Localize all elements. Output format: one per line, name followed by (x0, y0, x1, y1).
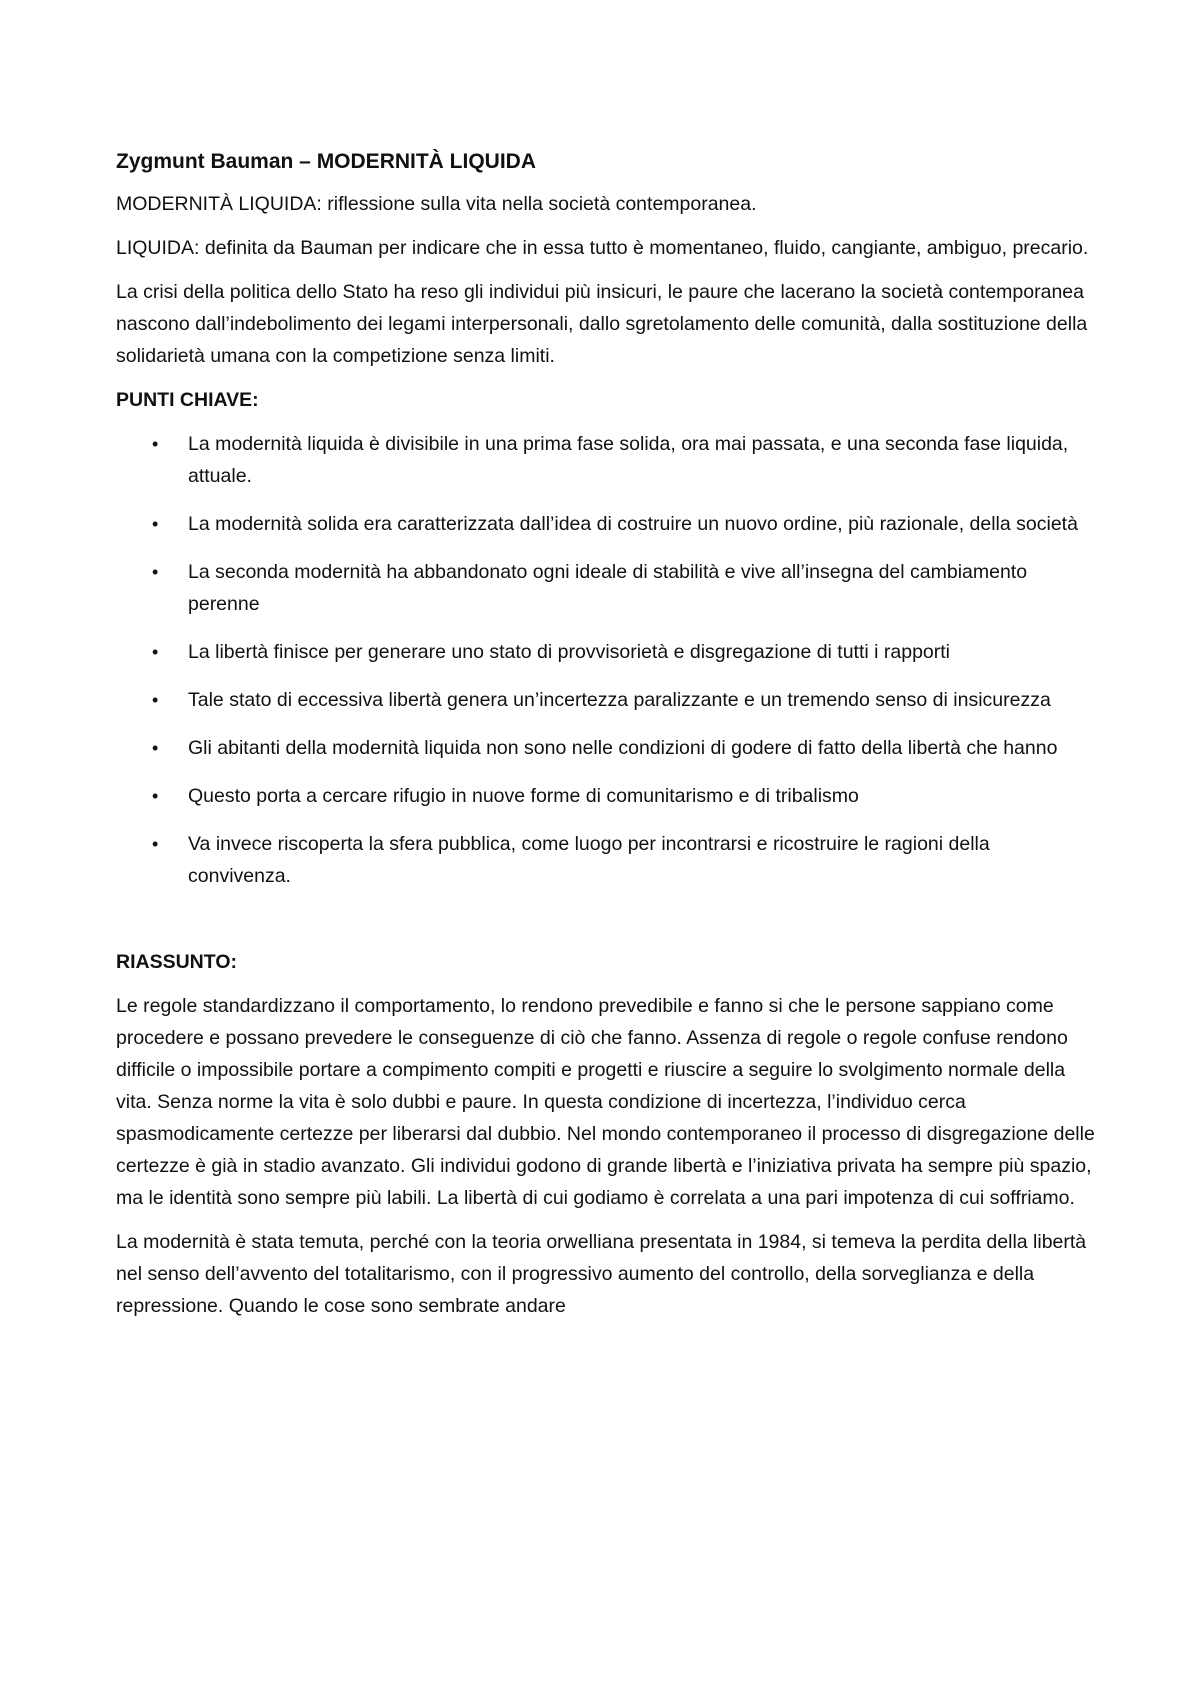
key-point-text: Tale stato di eccessiva libertà genera un’incertezza paralizzante e un tremendo senso di insicurezza (188, 689, 1051, 711)
key-point-item (116, 508, 1096, 540)
key-point-item (116, 636, 1096, 668)
key-points-list (116, 428, 1096, 892)
bullet-icon: • (152, 434, 159, 454)
bullet-icon: • (152, 834, 159, 854)
key-point-item (116, 428, 1096, 492)
key-point-item (116, 556, 1096, 620)
document-page (116, 146, 1096, 1334)
key-point-text: La modernità liquida è divisibile in una prima fase solida, ora mai passata, e una seconda fase liquida, attuale. (188, 433, 1069, 487)
key-point-text: La libertà finisce per generare uno stato di provvisorietà e disgregazione di tutti i rapporti (188, 641, 951, 663)
bullet-icon: • (152, 514, 159, 534)
bullet-icon: • (152, 690, 159, 710)
key-point-text: Questo porta a cercare rifugio in nuove forme di comunitarismo e di tribalismo (188, 785, 859, 807)
intro-paragraph-liquida: LIQUIDA: definita da Bauman per indicare che in essa tutto è momentaneo, fluido, cangiante, ambiguo, precario. (116, 237, 1089, 259)
section-spacer (116, 908, 1096, 946)
key-point-item (116, 780, 1096, 812)
key-point-text: Gli abitanti della modernità liquida non sono nelle condizioni di godere di fatto della libertà che hanno (188, 737, 1058, 759)
intro-paragraph-definition: MODERNITÀ LIQUIDA: riflessione sulla vita nella società contemporanea. (116, 193, 757, 215)
key-point-item (116, 732, 1096, 764)
document-title: Zygmunt Bauman – MODERNITÀ LIQUIDA (116, 150, 537, 173)
key-point-item (116, 684, 1096, 716)
summary-heading: RIASSUNTO: (116, 951, 237, 973)
summary-paragraph-rules: Le regole standardizzano il comportamento, lo rendono prevedibile e fanno si che le persone sappiano come procedere e possano prevedere le conseguenze di ciò che fanno. Assenza di regole o regole confuse rendono difficile o impossibile portare a compimento compiti e progetti e riuscire a seguire lo svolgimento normale della vita. Senza norme la vita è solo dubbi e paure. In questa condizione di incertezza, l’individuo cerca spasmodicamente certezze per liberarsi dal dubbio. Nel mondo contemporaneo il processo di disgregazione delle certezze è già in stadio avanzato. Gli individui godono di grande libertà e l’iniziativa privata ha sempre più spazio, ma le identità sono sempre più labili. La libertà di cui godiamo è correlata a una pari impotenza di cui soffriamo. (116, 995, 1095, 1209)
bullet-icon: • (152, 642, 159, 662)
key-point-item (116, 828, 1096, 892)
key-point-text: La seconda modernità ha abbandonato ogni ideale di stabilità e vive all’insegna del cambiamento perenne (188, 561, 1028, 615)
summary-paragraph-modernity: La modernità è stata temuta, perché con la teoria orwelliana presentata in 1984, si temeva la perdita della libertà nel senso dell’avvento del totalitarismo, con il progressivo aumento del controllo, della sorveglianza e della repressione. Quando le cose sono sembrate andare (116, 1231, 1087, 1317)
key-point-text: Va invece riscoperta la sfera pubblica, come luogo per incontrarsi e ricostruire le ragioni della convivenza. (188, 833, 990, 887)
key-points-heading: PUNTI CHIAVE: (116, 389, 259, 411)
bullet-icon: • (152, 562, 159, 582)
bullet-icon: • (152, 786, 159, 806)
intro-paragraph-crisis: La crisi della politica dello Stato ha reso gli individui più insicuri, le paure che lacerano la società contemporanea nascono dall’indebolimento dei legami interpersonali, dallo sgretolamento delle comunità, dalla sostituzione della solidarietà umana con la competizione senza limiti. (116, 281, 1088, 367)
bullet-icon: • (152, 738, 159, 758)
key-point-text: La modernità solida era caratterizzata dall’idea di costruire un nuovo ordine, più razionale, della società (188, 513, 1078, 535)
